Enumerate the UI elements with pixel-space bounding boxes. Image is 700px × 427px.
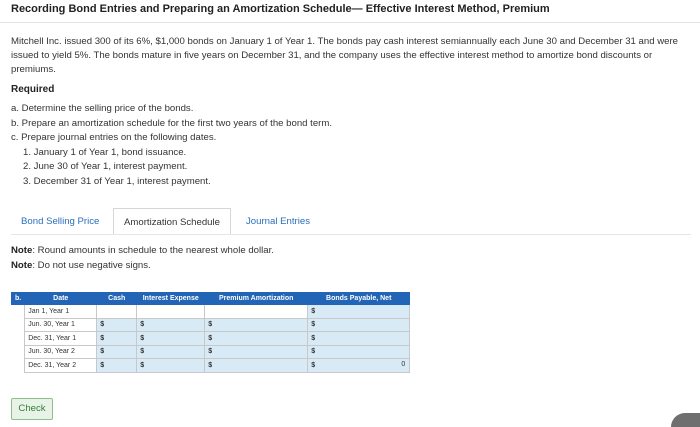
premium-amortization-input[interactable] xyxy=(205,332,308,346)
tab-divider xyxy=(11,234,691,235)
row-date: Jun. 30, Year 1 xyxy=(25,318,97,332)
row-date: Jan 1, Year 1 xyxy=(25,305,97,319)
dollar-sign: $ xyxy=(208,321,213,329)
tab-bond-selling-price[interactable]: Bond Selling Price xyxy=(21,216,100,227)
bonds-payable-input[interactable] xyxy=(308,332,410,346)
dollar-sign: $ xyxy=(311,307,316,315)
required-heading: Required xyxy=(11,84,55,95)
note-text: : Do not use negative signs. xyxy=(32,260,151,271)
sub-requirement-3: 3. December 31 of Year 1, interest payment. xyxy=(23,175,211,187)
corner-badge xyxy=(671,413,700,427)
header-bonds-payable: Bonds Payable, Net xyxy=(308,293,410,305)
tab-amortization-schedule[interactable]: Amortization Schedule xyxy=(113,208,231,235)
dollar-sign: $ xyxy=(100,348,105,356)
interest-cell xyxy=(137,305,205,319)
premium-amortization-input[interactable] xyxy=(205,345,308,359)
table-row xyxy=(12,318,410,332)
header-cash: Cash xyxy=(97,293,137,305)
dollar-sign: $ xyxy=(311,334,316,342)
dollar-sign: $ xyxy=(140,334,145,342)
interest-expense-input[interactable] xyxy=(137,318,205,332)
note-label: Note xyxy=(11,245,33,256)
row-date: Dec. 31, Year 2 xyxy=(25,359,97,373)
dollar-sign: $ xyxy=(100,321,105,329)
header-interest-expense: Interest Expense xyxy=(137,293,205,305)
bonds-payable-input[interactable] xyxy=(308,345,410,359)
problem-text: Mitchell Inc. issued 300 of its 6%, $1,000 bonds on January 1 of Year 1. The bonds pay cash interest semiannually each June 30 and December 31 and were issued to yield 5%. The bonds mature in five years on December 31, and the company uses the effective interest method to amortize bond discounts or premiums. xyxy=(11,36,679,75)
dollar-sign: $ xyxy=(311,361,316,369)
note-text: : Round amounts in schedule to the nearest whole dollar. xyxy=(32,245,274,256)
bonds-payable-value: 0 xyxy=(401,361,406,368)
cash-cell xyxy=(97,305,137,319)
interest-expense-input[interactable] xyxy=(137,332,205,346)
part-label: b. xyxy=(12,293,25,305)
table-row xyxy=(12,345,410,359)
cash-input[interactable] xyxy=(97,318,137,332)
requirement-c: c. Prepare journal entries on the following dates. xyxy=(11,132,217,143)
dollar-sign: $ xyxy=(208,334,213,342)
sub-requirement-1: 1. January 1 of Year 1, bond issuance. xyxy=(23,146,187,158)
amortization-table xyxy=(11,292,410,373)
note-negative xyxy=(11,260,151,271)
requirement-a: a. Determine the selling price of the bonds. xyxy=(11,103,194,114)
table-header-row xyxy=(12,293,410,305)
page-title: Recording Bond Entries and Preparing an Amortization Schedule— Effective Interest Method, Premium xyxy=(11,3,550,15)
row-date: Dec. 31, Year 1 xyxy=(25,332,97,346)
tab-bar xyxy=(11,208,331,235)
cash-input[interactable] xyxy=(97,359,137,373)
check-button[interactable]: Check xyxy=(11,398,53,420)
sub-requirement-2: 2. June 30 of Year 1, interest payment. xyxy=(23,161,188,172)
cash-input[interactable] xyxy=(97,345,137,359)
dollar-sign: $ xyxy=(100,334,105,342)
dollar-sign: $ xyxy=(311,348,316,356)
dollar-sign: $ xyxy=(140,321,145,329)
premium-amortization-input[interactable] xyxy=(205,318,308,332)
premium-cell xyxy=(205,305,308,319)
note-rounding xyxy=(11,245,274,256)
bonds-payable-input[interactable] xyxy=(308,305,410,319)
dollar-sign: $ xyxy=(208,361,213,369)
interest-expense-input[interactable] xyxy=(137,359,205,373)
dollar-sign: $ xyxy=(140,348,145,356)
bonds-payable-input[interactable] xyxy=(308,318,410,332)
interest-expense-input[interactable] xyxy=(137,345,205,359)
dollar-sign: $ xyxy=(311,321,316,329)
table-row xyxy=(12,332,410,346)
title-divider xyxy=(0,22,700,23)
dollar-sign: $ xyxy=(208,348,213,356)
dollar-sign: $ xyxy=(100,361,105,369)
table-row xyxy=(12,305,410,319)
bonds-payable-input[interactable] xyxy=(308,359,410,373)
dollar-sign: $ xyxy=(140,361,145,369)
premium-amortization-input[interactable] xyxy=(205,359,308,373)
cash-input[interactable] xyxy=(97,332,137,346)
row-date: Jun. 30, Year 2 xyxy=(25,345,97,359)
table-row xyxy=(12,359,410,373)
header-date: Date xyxy=(25,293,97,305)
requirement-b: b. Prepare an amortization schedule for the first two years of the bond term. xyxy=(11,117,333,129)
header-premium-amortization: Premium Amortization xyxy=(205,293,308,305)
note-label: Note xyxy=(11,260,33,271)
tab-journal-entries[interactable]: Journal Entries xyxy=(246,216,310,227)
requirements-list xyxy=(11,102,332,189)
